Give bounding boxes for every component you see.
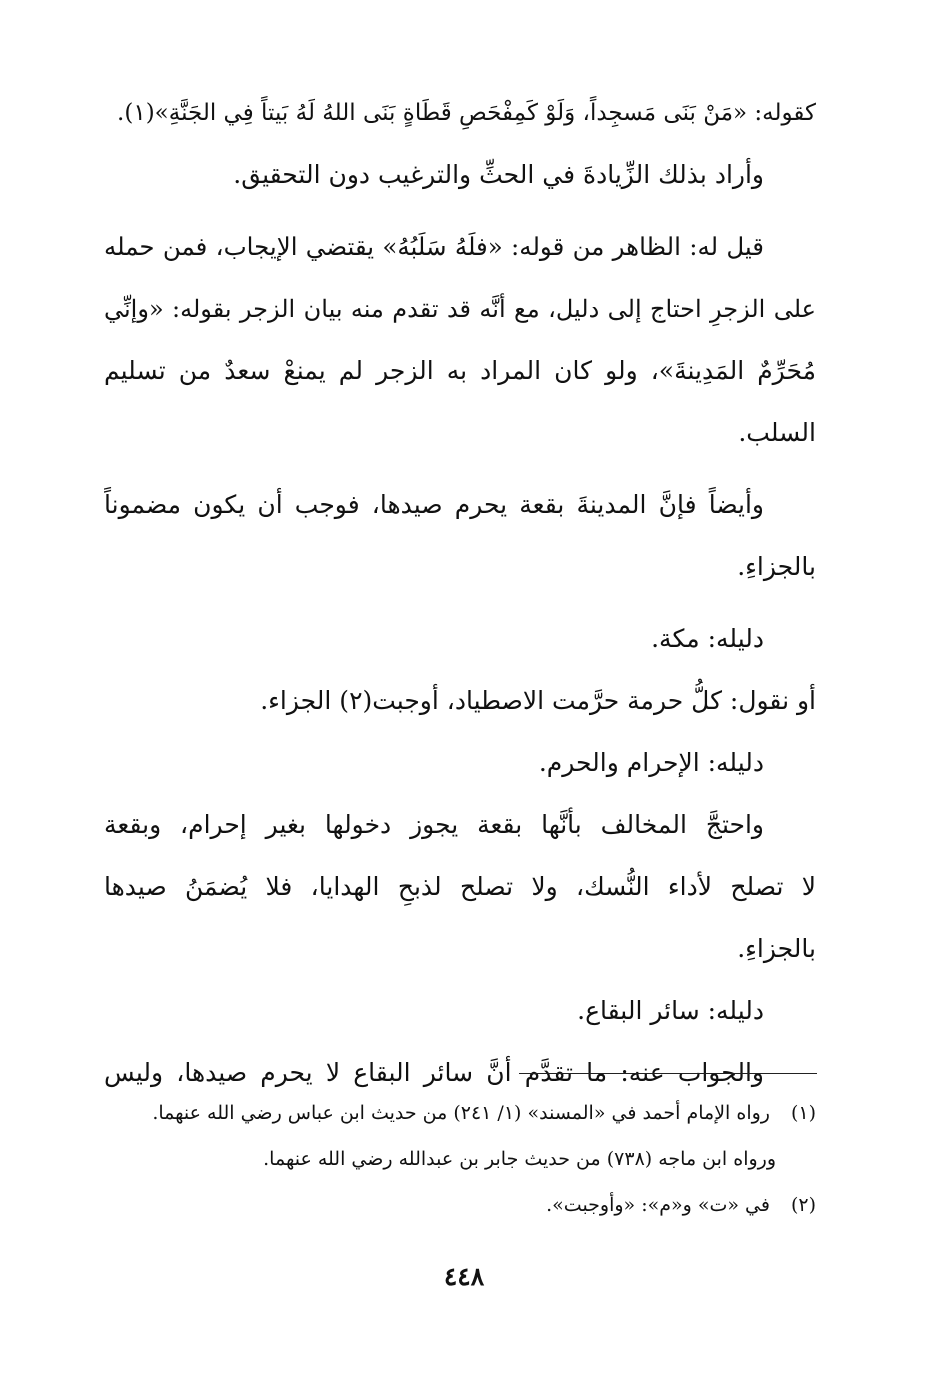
footnote-1 [104, 1090, 816, 1136]
text-line-13: لا تصلح لأداء النُّسك، ولا تصلح لذبحِ الهدايا، فلا يُضمَنُ صيدها [104, 872, 816, 901]
text-line-10: أو نقول: كلُّ حرمة حرَّمت الاصطياد، أوجبت(٢) الجزاء. [260, 686, 816, 715]
text-line-15: دليله: سائر البقاع. [577, 996, 764, 1025]
footnote-2-text: في «ت» و«م»: «وأوجبت». [546, 1194, 770, 1216]
main-text [104, 82, 816, 1104]
page-number: ٤٤٨ [443, 1262, 485, 1291]
paragraph-gap [104, 598, 816, 608]
text-line-5: مُحَرِّمٌ المَدِينةَ»، ولو كان المراد به الزجر لم يمنعْ سعدٌ من تسليم [104, 356, 816, 385]
footnote-2-number: (٢) [790, 1194, 816, 1216]
text-line-14: بالجزاءِ. [737, 934, 816, 963]
footnote-1-text: رواه الإمام أحمد في «المسند» (١/ ٢٤١) من حديث ابن عباس رضي الله عنهما. [152, 1102, 770, 1124]
text-line-11: دليله: الإحرام والحرم. [538, 748, 764, 777]
text-line-7: وأيضاً فإنَّ المدينةَ بقعة يحرم صيدها، فوجب أن يكون مضموناً [104, 490, 764, 519]
footnotes [104, 1090, 816, 1228]
footnote-1-number: (١) [790, 1102, 816, 1124]
paragraph-gap [104, 464, 816, 474]
text-line-1: كقوله: «مَنْ بَنَى مَسجِداً، وَلَوْ كَمِفْحَصِ قَطَاةٍ بَنَى اللهُ لَهُ بَيتاً فِي الجَنَّةِ»(١). [117, 100, 816, 126]
text-line-3: قيل له: الظاهر من قوله: «فلَهُ سَلَبُهُ» يقتضي الإيجاب، فمن حمله [104, 232, 764, 261]
text-line-2: وأراد بذلك الزِّيادةَ في الحثِّ والترغيب دون التحقيق. [233, 160, 764, 189]
text-line-12: واحتجَّ المخالف بأنَّها بقعة يجوز دخولها بغير إحرام، وبقعة [104, 810, 764, 839]
footnote-divider [519, 1073, 817, 1074]
text-line-6: السلب. [738, 418, 816, 447]
paragraph-gap [104, 206, 816, 216]
footnote-2 [104, 1182, 816, 1228]
text-line-8: بالجزاءِ. [737, 552, 816, 581]
text-line-9: دليله: مكة. [651, 624, 764, 653]
footnote-1-continuation: ورواه ابن ماجه (٧٣٨) من حديث جابر بن عبدالله رضي الله عنهما. [263, 1148, 776, 1170]
text-line-4: على الزجرِ احتاج إلى دليل، مع أنَّه قد تقدم منه بيان الزجر بقوله: «وإنِّي [104, 295, 816, 323]
text-line-16: والجواب عنه: ما تقدَّم أنَّ سائر البقاع لا يحرم صيدها، وليس [104, 1058, 764, 1087]
